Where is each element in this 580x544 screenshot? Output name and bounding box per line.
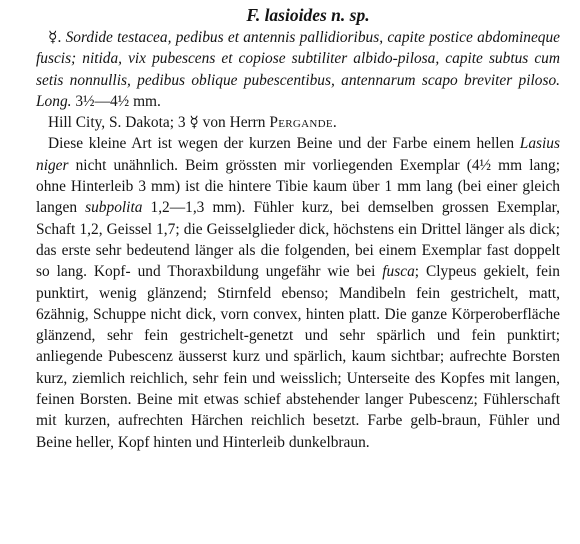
taxon-name: subpolita bbox=[85, 199, 143, 217]
taxon-name: fusca bbox=[382, 263, 415, 281]
taxon-name: Lasius niger bbox=[36, 135, 560, 174]
length-value: 3½—4½ mm. bbox=[75, 92, 161, 110]
locality-line bbox=[36, 112, 560, 133]
text-segment: 1,2—1,3 mm). Fühler kurz, bei demselben grossen Exemplar, Schaft 1,2, Geissel 1,7; die Geisselglieder dick, höchstens ein Drittel länger als dick; das erste sehr bedeutend länger als die folgenden, bei einem Exemplar fast doppelt so lang. Kopf- und Thoraxbildung ungefähr wie bei bbox=[36, 199, 561, 281]
diagnosis-text: Sordide testacea, pedibus et antennis pallidioribus, capite postice abdomineque fuscis; nitida, vix pubescens et copiose subtiliter albido-pilosa, capite subtus cum setis nonnullis, pedibus oblique pubescentibus, antennarum scapo breviter piloso. bbox=[36, 29, 560, 89]
length-label: Long. bbox=[36, 92, 72, 110]
latin-diagnosis bbox=[36, 27, 560, 112]
text-segment: Diese kleine Art ist wegen der kurzen Beine und der Farbe einem hellen bbox=[48, 135, 520, 153]
text-segment: nicht unähnlich. Beim grössten mir vorliegenden Exemplar (4½ mm lang; ohne Hinterleib 3 mm) ist die hintere Tibie kaum über 1 mm lang (bei einer gleich langen bbox=[36, 156, 560, 217]
text-segment: ; Clypeus gekielt, fein punktirt, wenig glänzend; Stirnfeld ebenso; Mandibeln fein gestrichelt, matt, 6zähnig, Schuppe nicht dick, vorn convex, hinten platt. Die ganze Körperoberfläche glänzend, sehr fein gestrichelt-genetzt und sehr spärlich und fein punktirt; anliegende Pubescenz äusserst kurz und spärlich, kaum sichtbar; aufrechte Borsten kurz, ziemlich reichlich, sehr fein und weisslich; Unterseite des Kopfes mit langen, feinen Borsten. Beine mit etwas schief abstehender langer Pubescenz; Fühlerschaft mit kurzen, aufrechten Härchen reichlich besetzt. Farbe gelb-braun, Fühler und Beine heller, Kopf hinten und Hinterleib dunkelbraun. bbox=[36, 263, 560, 451]
worker-sign: ☿. bbox=[48, 29, 62, 46]
description-paragraph bbox=[36, 133, 560, 452]
collector-name: Pergande. bbox=[269, 114, 338, 132]
locality-place: Hill City, S. Dakota; 3 ☿ von Herrn bbox=[48, 114, 266, 132]
species-title: F. lasioides n. sp. bbox=[246, 5, 370, 25]
